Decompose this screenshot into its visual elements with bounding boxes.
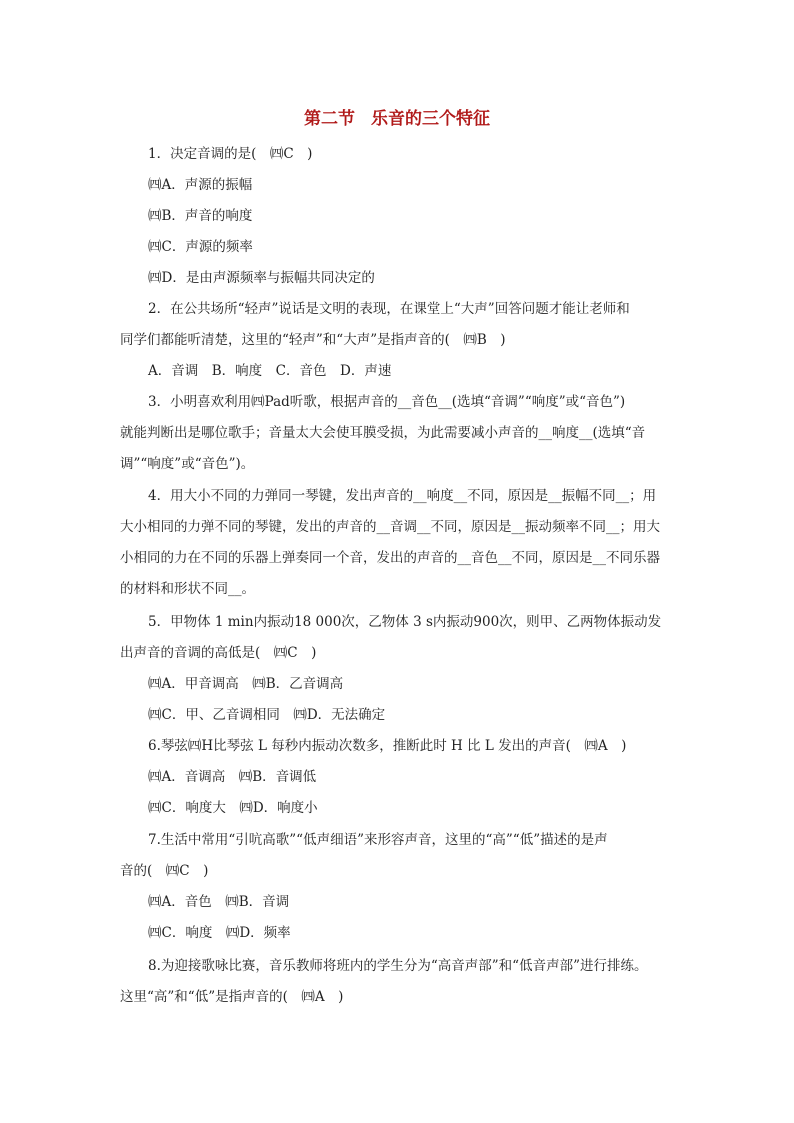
q4-stem-cont: 的材料和形状不同__。 <box>120 581 255 597</box>
q3-stem: 3．小明喜欢利用㈣Pad听歌，根据声音的__音色__(选填“音调”“响度”或“音色”) <box>148 394 626 410</box>
q5-options-ab: ㈣A．甲音调高 ㈣B．乙音调高 <box>148 676 344 692</box>
q1-option-a: ㈣A．声源的振幅 <box>148 177 253 193</box>
q8-stem-cont: 这里“高”和“低”是指声音的( ㈣A ) <box>120 989 344 1005</box>
q5-options-cd: ㈣C．甲、乙音调相同 ㈣D．无法确定 <box>148 707 386 723</box>
q2-stem: 2．在公共场所“轻声”说话是文明的表现，在课堂上“大声”回答问题才能让老师和 <box>148 301 630 317</box>
q7-stem: 7.生活中常用“引吭高歌”“低声细语”来形容声音，这里的“高”“低”描述的是声 <box>148 832 608 848</box>
q5-stem: 5．甲物体 1 min内振动18 000次，乙物体 3 s内振动900次，则甲、乙两物体振动发 <box>148 614 662 630</box>
q6-stem: 6.琴弦㈣H比琴弦 L 每秒内振动次数多，推断此时 H 比 L 发出的声音( ㈣A ) <box>148 738 627 754</box>
q6-options-cd: ㈣C．响度大 ㈣D．响度小 <box>148 800 318 816</box>
q7-stem-cont: 音的( ㈣C ) <box>120 863 209 879</box>
q3-stem-cont: 就能判断出是哪位歌手；音量太大会使耳膜受损，为此需要减小声音的__响度__(选填“音 <box>120 425 646 441</box>
q3-stem-cont: 调”“响度”或“音色”)。 <box>120 456 255 472</box>
q2-stem-cont: 同学们都能听清楚，这里的“轻声”和“大声”是指声音的( ㈣B ) <box>120 332 506 348</box>
q1-option-b: ㈣B．声音的响度 <box>148 208 253 224</box>
q4-stem-cont: 小相同的力在不同的乐器上弹奏同一个音，发出的声音的__音色__不同，原因是__不同乐器 <box>120 550 660 566</box>
section-name: 乐音的三个特征 <box>371 109 490 129</box>
q5-stem-cont: 出声音的音调的高低是( ㈣C ) <box>120 645 317 661</box>
q1-option-c: ㈣C．声源的频率 <box>148 239 253 255</box>
section-number: 第二节 <box>304 109 355 129</box>
q7-options-ab: ㈣A．音色 ㈣B．音调 <box>148 894 290 910</box>
q8-stem: 8.为迎接歌咏比赛，音乐教师将班内的学生分为“高音声部”和“低音声部”进行排练。 <box>148 958 648 974</box>
q7-options-cd: ㈣C．响度 ㈣D．频率 <box>148 925 291 941</box>
q2-options: A．音调 B．响度 C．音色 D．声速 <box>148 363 392 379</box>
q4-stem-cont: 大小相同的力弹不同的琴键，发出的声音的__音调__不同，原因是__振动频率不同__；用大 <box>120 519 660 535</box>
q4-stem: 4．用大小不同的力弹同一琴键，发出声音的__响度__不同，原因是__振幅不同__；用 <box>148 488 657 504</box>
q1-stem: 1．决定音调的是( ㈣C ) <box>148 146 313 162</box>
q1-option-d: ㈣D．是由声源频率与振幅共同决定的 <box>148 270 375 286</box>
page-title <box>0 104 794 129</box>
q6-options-ab: ㈣A．音调高 ㈣B．音调低 <box>148 769 317 785</box>
